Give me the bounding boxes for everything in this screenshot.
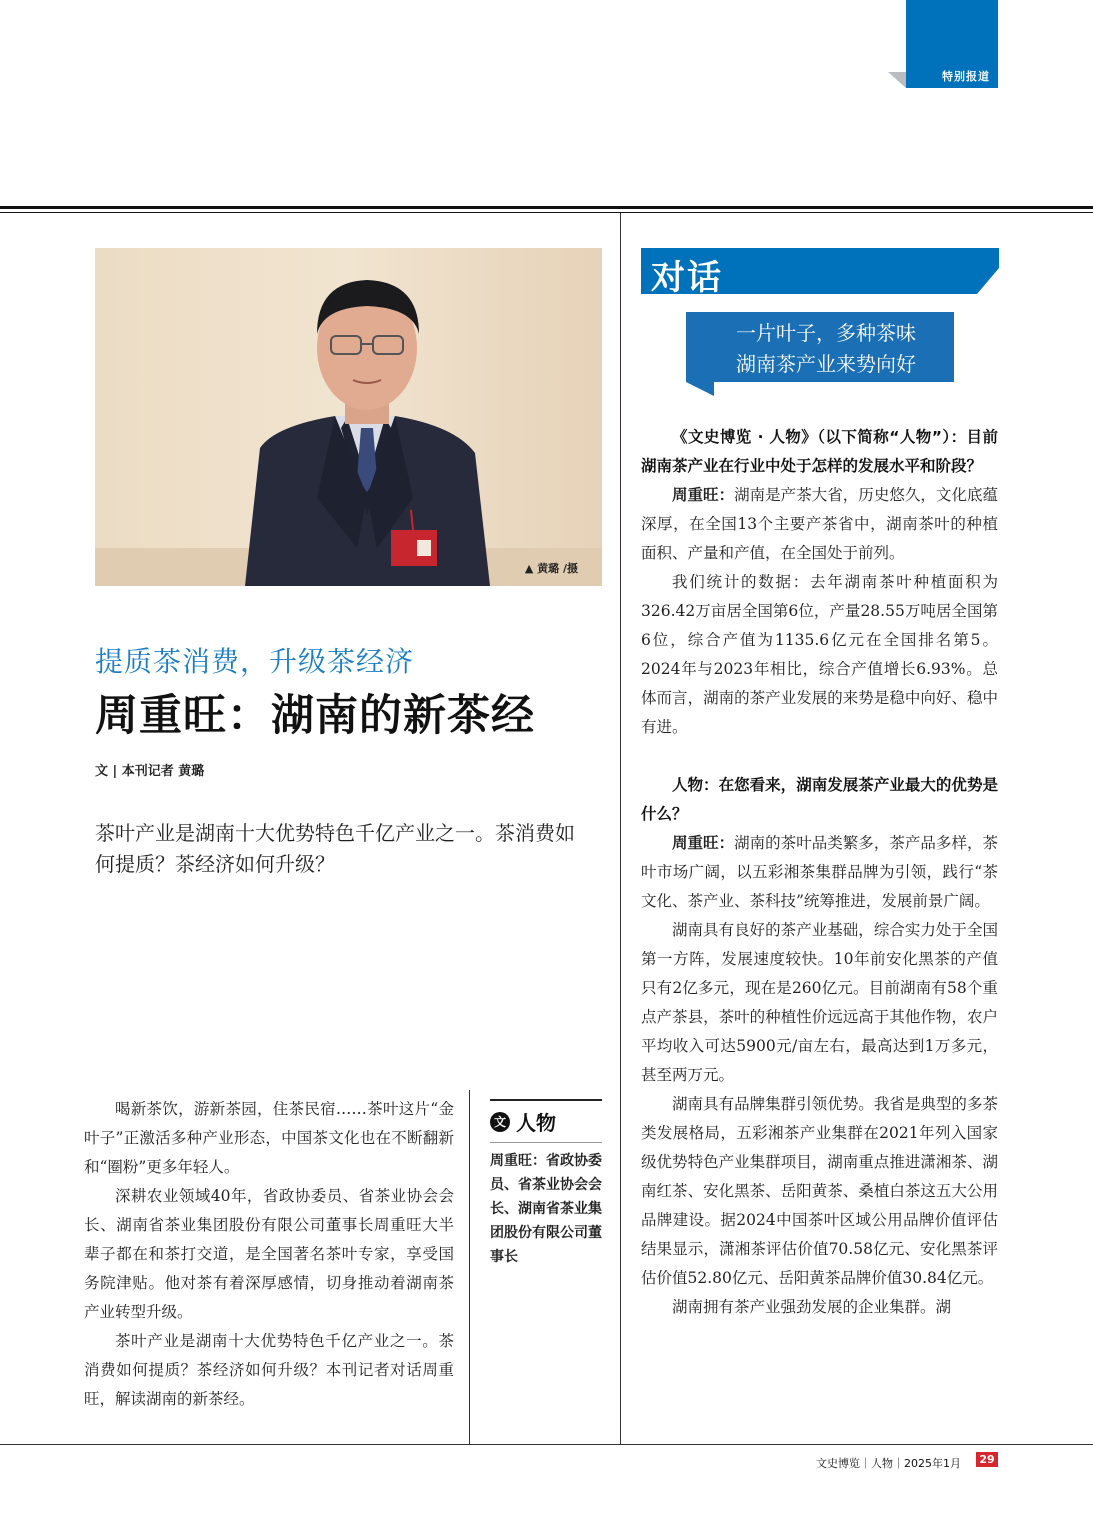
article-byline: 文 | 本刊记者 黄璐 (95, 764, 205, 779)
section-tab-fold (888, 72, 906, 88)
answer-2-paragraph-4: 湖南拥有茶产业强劲发展的企业集群。湖 (672, 1298, 952, 1316)
dialogue-tagline-1: 一片叶子，多种茶味 (736, 321, 916, 345)
person-box-header (490, 1099, 602, 1142)
section-tab (906, 0, 998, 88)
page-number: 29 (976, 1452, 998, 1467)
dialogue-tagline-2: 湖南茶产业来势向好 (736, 352, 916, 376)
footer-text: 文史博览｜人物｜2025年1月 (816, 1457, 961, 1470)
body-paragraph: 茶叶产业是湖南十大优势特色千亿产业之一。茶消费如何提质？茶经济如何升级？本刊记者对话周重旺，解读湖南的新茶经。 (84, 1332, 454, 1408)
answer-2 (641, 829, 998, 916)
person-icon: 文 (490, 1112, 510, 1132)
answer-1 (641, 481, 998, 568)
body-paragraph: 深耕农业领域40年，省政协委员、省茶业协会会长、湖南省茶业集团股份有限公司董事长周重旺大半辈子都在和茶打交道，是全国著名茶叶专家，享受国务院津贴。他对茶有着深厚感情，切身推动着湖南茶产业转型升级。 (84, 1187, 454, 1321)
person-box-heading: 人物 (516, 1111, 556, 1135)
dialogue-banner (641, 248, 999, 298)
sidebar-divider (469, 1090, 470, 1445)
answer-1-paragraph-2: 我们统计的数据：去年湖南茶叶种植面积为326.42万亩居全国第6位，产量28.55万吨居全国第6位，综合产值为1135.6亿元在全国排名第5。2024年与2023年相比，综合产值增长6.93%。总体而言，湖南的茶产业发展的来势是稳中向好、稳中有进。 (641, 573, 998, 736)
answer-2-paragraph-2: 湖南具有良好的茶产业基础，综合实力处于全国第一方阵，发展速度较快。10年前安化黑茶的产值只有2亿多元，现在是260亿元。目前湖南有58个重点产茶县，茶叶的种植性价远远高于其他作物，农户平均收入可达5900元/亩左右，最高达到1万多元，甚至两万元。 (641, 921, 998, 1084)
section-tab-label: 特别报道 (942, 70, 990, 83)
column-divider (620, 213, 621, 1445)
article-title: 周重旺：湖南的新茶经 (95, 691, 535, 741)
question-1: 《文史博览 · 人物》（以下简称“人物”）：目前湖南茶产业在行业中处于怎样的发展水平和阶段？ (641, 428, 998, 475)
person-description: 周重旺：省政协委员、省茶业协会会长、湖南省茶业集团股份有限公司董事长 (490, 1153, 602, 1265)
body-paragraph: 喝新茶饮，游新茶园，住茶民宿……茶叶这片“金叶子”正激活多种产业形态，中国茶文化也在不断翻新和“圈粉”更多年轻人。 (84, 1100, 454, 1176)
dialogue-title: 对话 (651, 258, 723, 298)
portrait-photo (95, 248, 602, 586)
dialogue-tagline-fold (686, 382, 714, 396)
dialogue-tagline-box (686, 312, 954, 382)
answer-1-speaker: 周重旺： (672, 486, 735, 504)
article-body (84, 1095, 454, 1414)
question-2: 人物：在您看来，湖南发展茶产业最大的优势是什么？ (641, 776, 998, 823)
answer-2-speaker: 周重旺： (672, 834, 735, 852)
photo-credit: ▲ 黄璐 /摄 (524, 562, 578, 575)
article-lead: 茶叶产业是湖南十大优势特色千亿产业之一。茶消费如何提质？茶经济如何升级？ (95, 821, 575, 876)
header-rule-thick (0, 206, 1093, 209)
answer-2-text: 湖南的茶叶品类繁多，茶产品多样，茶叶市场广阔，以五彩湘茶集群品牌为引领，践行“茶文化、茶产业、茶科技”统筹推进，发展前景广阔。 (641, 834, 998, 910)
header-rule-thin (0, 212, 1093, 213)
footer-rule (0, 1444, 1093, 1445)
answer-2-paragraph-3: 湖南具有品牌集群引领优势。我省是典型的多茶类发展格局，五彩湘茶产业集群在2021年列入国家级优势特色产业集群项目，湖南重点推进潇湘茶、湖南红茶、安化黑茶、岳阳黄茶、桑植白茶这五大公用品牌建设。据2024中国茶叶区域公用品牌价值评估结果显示，潇湘茶评估价值70.58亿元、安化黑茶评估价值52.80亿元、岳阳黄茶品牌价值30.84亿元。 (641, 1095, 998, 1287)
dialogue-body (641, 423, 998, 1322)
answer-1-text: 湖南是产茶大省，历史悠久，文化底蕴深厚，在全国13个主要产茶省中，湖南茶叶的种植面积、产量和产值，在全国处于前列。 (641, 486, 998, 562)
person-box-divider (490, 1142, 602, 1143)
article-subtitle: 提质茶消费，升级茶经济 (95, 645, 415, 678)
person-info-box (490, 1099, 602, 1269)
portrait-illustration (95, 248, 602, 586)
